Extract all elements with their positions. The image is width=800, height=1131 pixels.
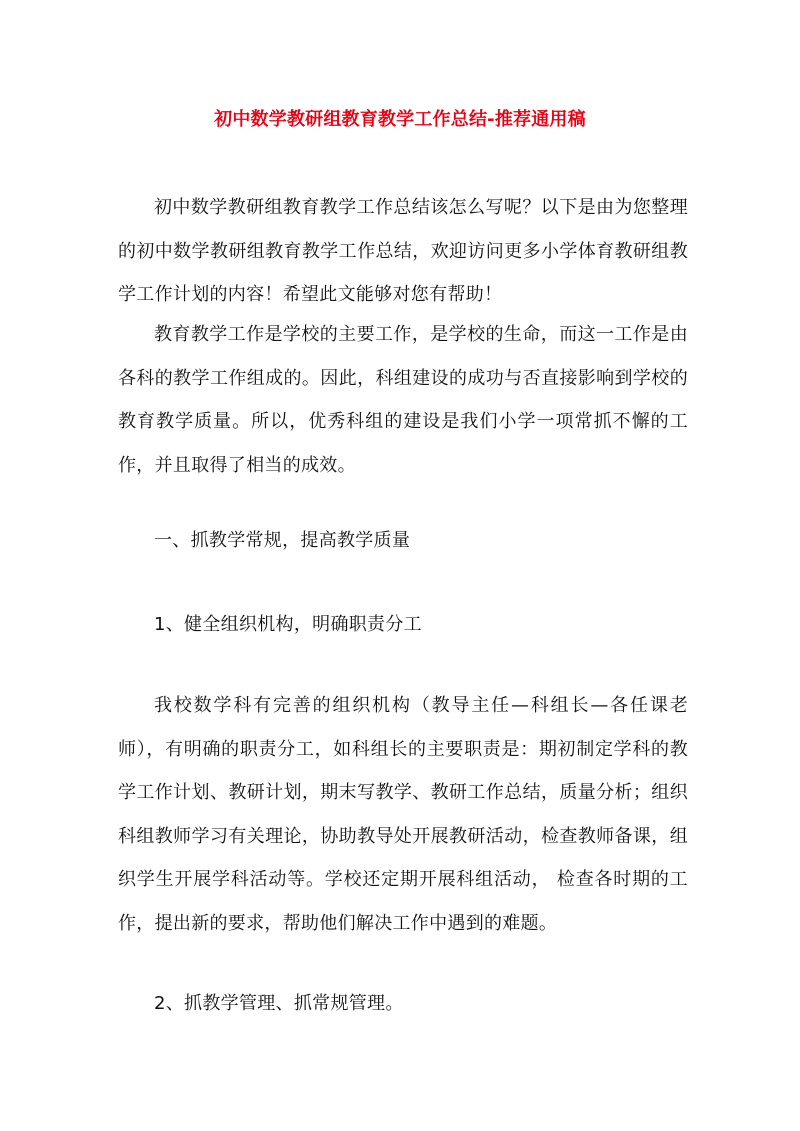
body-paragraph: 教育教学工作是学校的主要工作，是学校的生命，而这一工作是由各科的教学工作组成的。因此，科组建设的成功与否直接影响到学校的教育教学质量。所以，优秀科组的建设是我们小学一项常抓不懈的工作，并且取得了相当的成效。: [118, 324, 688, 476]
subsection-heading: 2、抓教学管理、抓常规管理。: [154, 993, 404, 1014]
section-heading: 一、抓教学常规，提高教学质量: [154, 530, 411, 551]
body-paragraph: 我校数学科有完善的组织机构（教导主任—科组长—各任课老师），有明确的职责分工，如科组长的主要职责是：期初制定学科的教学工作计划、教研计划，期末写教学、教研工作总结，质量分析；组织科组教师学习有关理论，协助教导处开展教研活动，检查教师备课，组织学生开展学科活动等。学校还定期开展科组活动， 检查各时期的工作，提出新的要求，帮助他们解决工作中遇到的难题。: [118, 695, 688, 934]
subsection-heading: 1、健全组织机构，明确职责分工: [154, 614, 422, 635]
intro-paragraph: 初中数学教研组教育教学工作总结该怎么写呢？以下是由为您整理的初中数学教研组教育教学工作总结，欢迎访问更多小学体育教研组教学工作计划的内容！希望此文能够对您有帮助！: [118, 197, 688, 306]
document-title: 初中数学教研组教育教学工作总结-推荐通用稿: [214, 109, 586, 130]
